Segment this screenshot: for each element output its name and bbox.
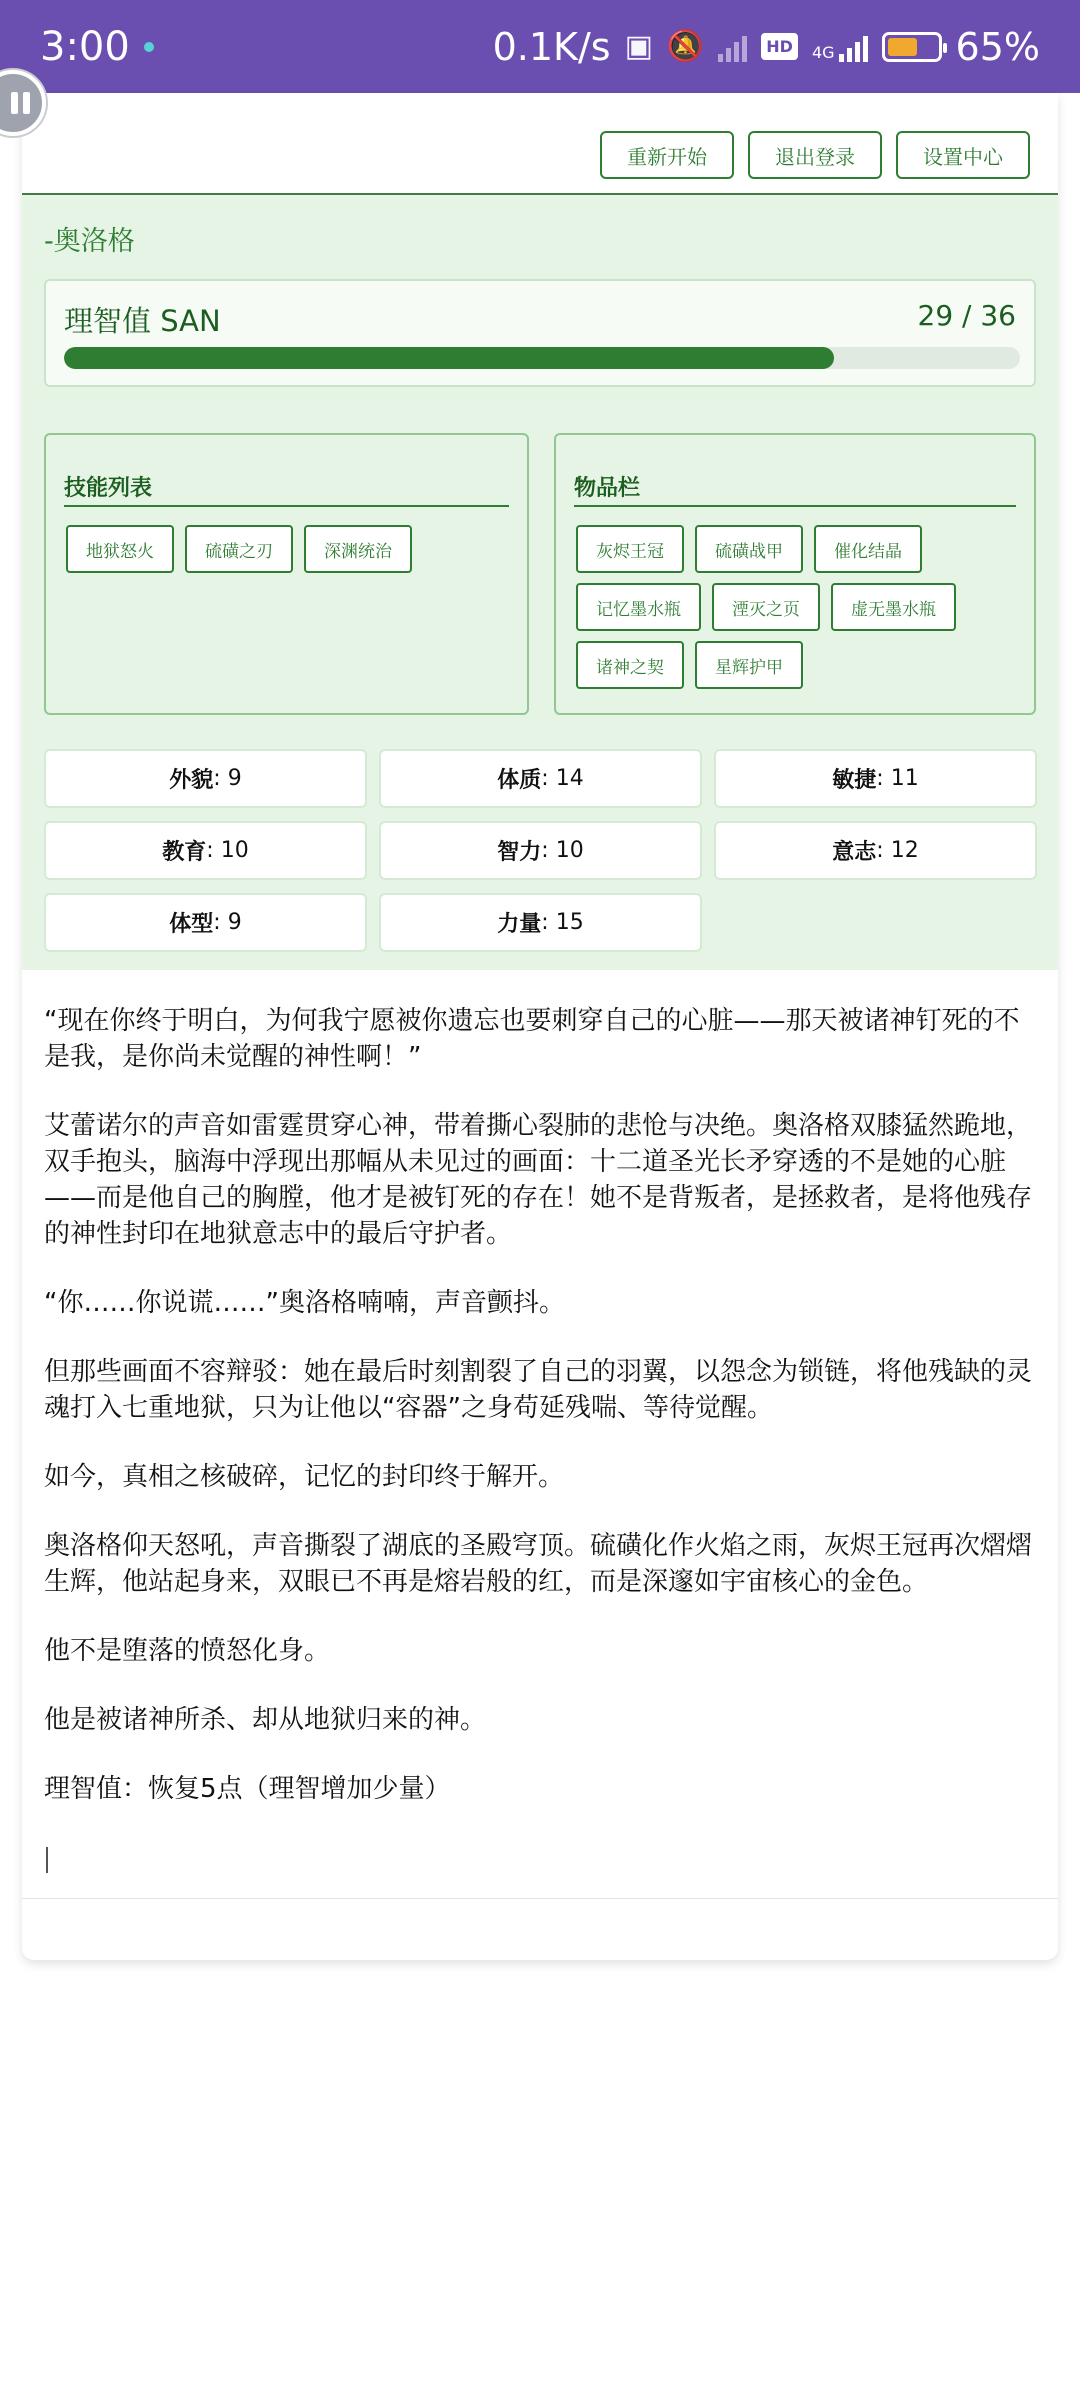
stat-intelligence: 智力 : 10 (379, 821, 702, 880)
story-paragraph: 如今，真相之核破碎，记忆的封印终于解开。 (44, 1462, 565, 1492)
character-name: -奥洛格 (44, 226, 135, 257)
inventory-chip[interactable]: 灰烬王冠 (576, 525, 684, 573)
inventory-chip[interactable]: 虚无墨水瓶 (831, 583, 956, 631)
battery-percent: 65% (955, 24, 1040, 69)
clock: 3:00 (40, 23, 130, 70)
sanity-box (44, 279, 1036, 387)
skill-chip[interactable]: 深渊统治 (304, 525, 412, 573)
restart-button[interactable]: 重新开始 (600, 131, 734, 179)
inventory-divider (574, 505, 1016, 507)
skills-panel (44, 433, 529, 715)
notification-dot-icon (144, 42, 154, 52)
text-input-cursor[interactable] (46, 1847, 48, 1873)
sanity-label: 理智值 SAN (64, 304, 221, 338)
skills-list (66, 525, 509, 573)
inventory-chip[interactable]: 催化结晶 (814, 525, 922, 573)
pause-icon-bar (23, 92, 30, 114)
status-bar (0, 0, 1080, 93)
hd-badge: HD (761, 33, 798, 60)
inventory-chip[interactable]: 星辉护甲 (695, 641, 803, 689)
settings-button[interactable]: 设置中心 (896, 131, 1030, 179)
inventory-list (576, 525, 1016, 689)
skills-divider (64, 505, 509, 507)
inventory-chip[interactable]: 硫磺战甲 (695, 525, 803, 573)
story-paragraph: 他是被诸神所杀、却从地狱归来的神。 (44, 1705, 487, 1735)
pause-icon-bar (11, 92, 18, 114)
mute-icon: 🔕 (666, 29, 705, 64)
inventory-chip[interactable]: 诸神之契 (576, 641, 684, 689)
stat-dexterity: 敏捷 : 11 (714, 749, 1037, 808)
network-type: 4G (811, 42, 835, 62)
inventory-panel (554, 433, 1036, 715)
story-paragraph: 艾蕾诺尔的声音如雷霆贯穿心神，带着撕心裂肺的悲怆与决绝。奥洛格双膝猛然跪地，双手抱头，脑海中浮现出那幅从未见过的画面：十二道圣光长矛穿透的不是她的心脏——而是他自己的胸膛，他才是被钉死的存在！她不是背叛者，是拯救者，是将他残存的神性封印在地狱意志中的最后守护者。 (44, 1111, 1033, 1249)
battery-icon (882, 32, 942, 62)
battery-fill (888, 38, 917, 56)
story-paragraph: 奥洛格仰天怒吼，声音撕裂了湖底的圣殿穹顶。硫磺化作火焰之雨，灰烬王冠再次熠熠生辉，他站起身来，双眼已不再是熔岩般的红，而是深邃如宇宙核心的金色。 (44, 1531, 1033, 1597)
story-paragraph: “现在你终于明白，为何我宁愿被你遗忘也要刺穿自己的心脏——那天被诸神钉死的不是我，是你尚未觉醒的神性啊！” (44, 1006, 1020, 1072)
sanity-value: 29 / 36 (917, 299, 1016, 332)
wifi-signal-icon (718, 32, 747, 62)
stat-education: 教育 : 10 (44, 821, 367, 880)
story-paragraph: 但那些画面不容辩驳：她在最后时刻割裂了自己的羽翼，以怨念为锁链，将他残缺的灵魂打入七重地狱，只为让他以“容器”之身苟延残喘、等待觉醒。 (44, 1357, 1033, 1423)
logout-button[interactable]: 退出登录 (748, 131, 882, 179)
stat-constitution: 体质 : 14 (379, 749, 702, 808)
character-panel (22, 193, 1058, 970)
toolbar (600, 131, 1030, 179)
divider (22, 1898, 1058, 1899)
sanity-progress-track (64, 347, 1020, 369)
skill-chip[interactable]: 硫磺之刃 (185, 525, 293, 573)
story-paragraph: “你……你说谎……”奥洛格喃喃，声音颤抖。 (44, 1288, 565, 1318)
nfc-icon: ▣ (624, 29, 653, 64)
inventory-chip[interactable]: 湮灭之页 (712, 583, 820, 631)
sanity-progress-fill (64, 347, 834, 369)
story-text (44, 1003, 1036, 1840)
stat-strength: 力量 : 15 (379, 893, 702, 952)
story-paragraph: 理智值：恢复5点（理智增加少量） (44, 1774, 451, 1804)
attributes-grid (44, 749, 1036, 952)
story-paragraph: 他不是堕落的愤怒化身。 (44, 1636, 331, 1666)
inventory-title: 物品栏 (574, 476, 641, 501)
stat-appearance: 外貌 : 9 (44, 749, 367, 808)
stat-power: 意志 : 12 (714, 821, 1037, 880)
network-speed: 0.1K/s (492, 24, 611, 69)
stat-size: 体型 : 9 (44, 893, 367, 952)
game-card (22, 93, 1058, 1960)
inventory-chip[interactable]: 记忆墨水瓶 (576, 583, 701, 631)
skill-chip[interactable]: 地狱怒火 (66, 525, 174, 573)
skills-title: 技能列表 (64, 476, 153, 501)
cell-signal-icon (839, 32, 868, 62)
